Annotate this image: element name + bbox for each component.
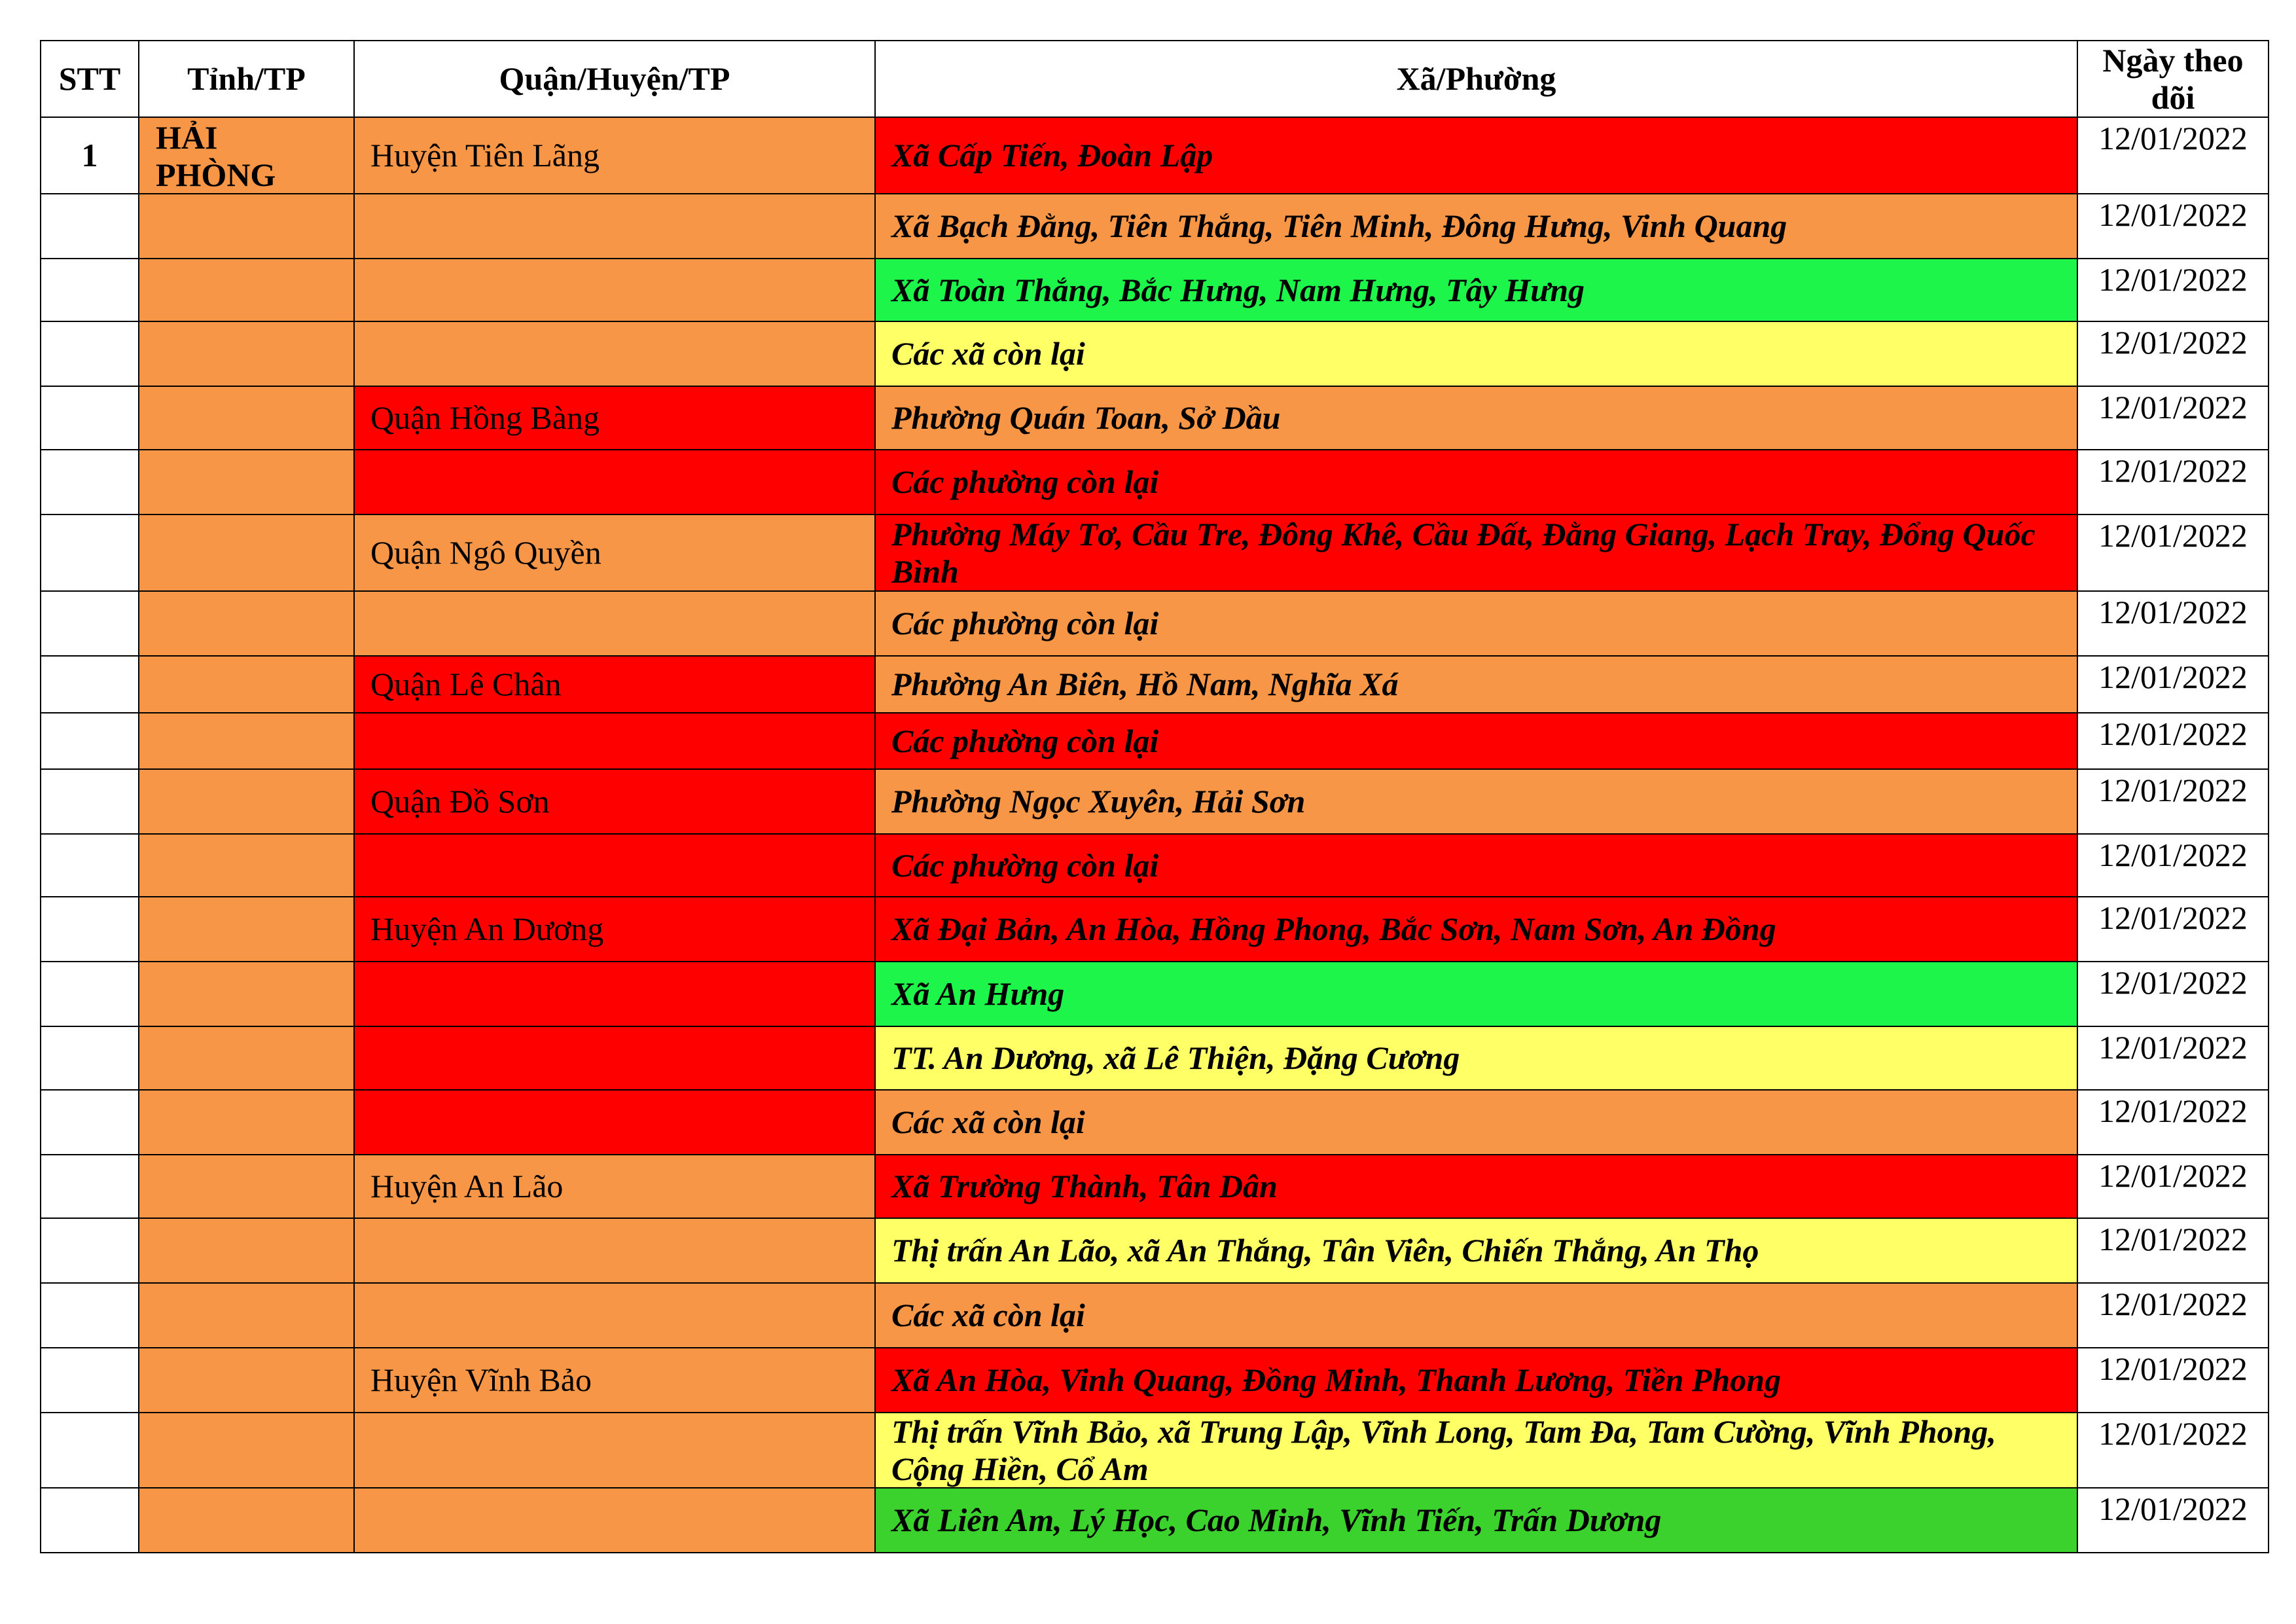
table-row xyxy=(41,259,2269,321)
date-cell: 12/01/2022 xyxy=(2077,1218,2269,1283)
district-cell xyxy=(354,1026,875,1090)
district-cell xyxy=(354,1283,875,1348)
commune-cell: Các xã còn lại xyxy=(875,1090,2077,1155)
commune-cell: Xã Cấp Tiến, Đoàn Lập xyxy=(875,117,2077,194)
date-cell: 12/01/2022 xyxy=(2077,514,2269,591)
table-row xyxy=(41,194,2269,259)
stt-cell xyxy=(41,834,139,897)
date-cell: 12/01/2022 xyxy=(2077,194,2269,259)
commune-cell: Xã Bạch Đằng, Tiên Thắng, Tiên Minh, Đông Hưng, Vinh Quang xyxy=(875,194,2077,259)
commune-cell: Phường Máy Tơ, Cầu Tre, Đông Khê, Cầu Đất, Đằng Giang, Lạch Tray, Đổng Quốc Bình xyxy=(875,514,2077,591)
table-row xyxy=(41,769,2269,834)
table-row xyxy=(41,1283,2269,1348)
commune-cell: Xã Trường Thành, Tân Dân xyxy=(875,1155,2077,1218)
date-cell: 12/01/2022 xyxy=(2077,769,2269,834)
district-cell xyxy=(354,591,875,656)
commune-cell: Phường An Biên, Hồ Nam, Nghĩa Xá xyxy=(875,656,2077,713)
table-row xyxy=(41,591,2269,656)
province-cell xyxy=(139,1413,354,1488)
date-cell: 12/01/2022 xyxy=(2077,1155,2269,1218)
district-cell xyxy=(354,1090,875,1155)
table-row xyxy=(41,1090,2269,1155)
table-row xyxy=(41,1026,2269,1090)
table-row xyxy=(41,514,2269,591)
stt-cell xyxy=(41,450,139,514)
commune-cell: Thị trấn Vĩnh Bảo, xã Trung Lập, Vĩnh Long, Tam Đa, Tam Cường, Vĩnh Phong, Cộng Hiền, Cổ Am xyxy=(875,1413,2077,1488)
date-cell: 12/01/2022 xyxy=(2077,1348,2269,1413)
province-cell xyxy=(139,514,354,591)
date-cell: 12/01/2022 xyxy=(2077,259,2269,321)
commune-cell: Các phường còn lại xyxy=(875,450,2077,514)
stt-cell xyxy=(41,1218,139,1283)
date-cell: 12/01/2022 xyxy=(2077,1026,2269,1090)
stt-cell xyxy=(41,962,139,1026)
date-cell: 12/01/2022 xyxy=(2077,713,2269,769)
header-date: Ngày theo dõi xyxy=(2077,41,2269,117)
table-row xyxy=(41,1413,2269,1488)
stt-cell xyxy=(41,1090,139,1155)
district-cell xyxy=(354,1413,875,1488)
header-commune: Xã/Phường xyxy=(875,41,2077,117)
stt-cell xyxy=(41,1283,139,1348)
province-cell xyxy=(139,713,354,769)
stt-cell xyxy=(41,321,139,386)
commune-cell: Phường Quán Toan, Sở Dầu xyxy=(875,386,2077,450)
date-cell: 12/01/2022 xyxy=(2077,591,2269,656)
stt-cell xyxy=(41,386,139,450)
district-cell: Huyện An Lão xyxy=(354,1155,875,1218)
table-row xyxy=(41,450,2269,514)
date-cell: 12/01/2022 xyxy=(2077,962,2269,1026)
date-cell: 12/01/2022 xyxy=(2077,1413,2269,1488)
commune-cell: Xã Toàn Thắng, Bắc Hưng, Nam Hưng, Tây Hưng xyxy=(875,259,2077,321)
district-cell: Quận Hồng Bàng xyxy=(354,386,875,450)
header-district: Quận/Huyện/TP xyxy=(354,41,875,117)
table-row xyxy=(41,1155,2269,1218)
table-row xyxy=(41,117,2269,194)
district-cell xyxy=(354,259,875,321)
stt-cell xyxy=(41,897,139,962)
header-province: Tỉnh/TP xyxy=(139,41,354,117)
date-cell: 12/01/2022 xyxy=(2077,386,2269,450)
province-cell xyxy=(139,1348,354,1413)
district-cell xyxy=(354,194,875,259)
province-cell xyxy=(139,1026,354,1090)
stt-cell xyxy=(41,259,139,321)
commune-cell: Các xã còn lại xyxy=(875,1283,2077,1348)
stt-cell xyxy=(41,769,139,834)
district-cell xyxy=(354,962,875,1026)
table-header xyxy=(41,41,2269,117)
date-cell: 12/01/2022 xyxy=(2077,834,2269,897)
date-cell: 12/01/2022 xyxy=(2077,1090,2269,1155)
data-table xyxy=(40,40,2269,1553)
district-cell xyxy=(354,834,875,897)
district-cell xyxy=(354,321,875,386)
date-cell: 12/01/2022 xyxy=(2077,450,2269,514)
table-row xyxy=(41,656,2269,713)
table-row xyxy=(41,1218,2269,1283)
commune-cell: Xã An Hưng xyxy=(875,962,2077,1026)
district-cell: Quận Đồ Sơn xyxy=(354,769,875,834)
commune-cell: Các xã còn lại xyxy=(875,321,2077,386)
commune-cell: Thị trấn An Lão, xã An Thắng, Tân Viên, Chiến Thắng, An Thọ xyxy=(875,1218,2077,1283)
table-row xyxy=(41,1348,2269,1413)
stt-cell xyxy=(41,1026,139,1090)
province-cell xyxy=(139,1090,354,1155)
province-cell xyxy=(139,656,354,713)
province-cell xyxy=(139,450,354,514)
date-cell: 12/01/2022 xyxy=(2077,1488,2269,1553)
commune-cell: Các phường còn lại xyxy=(875,834,2077,897)
stt-cell xyxy=(41,591,139,656)
province-cell xyxy=(139,1155,354,1218)
commune-cell: Xã An Hòa, Vinh Quang, Đồng Minh, Thanh Lương, Tiền Phong xyxy=(875,1348,2077,1413)
table-row xyxy=(41,1488,2269,1553)
commune-cell: Phường Ngọc Xuyên, Hải Sơn xyxy=(875,769,2077,834)
table-row xyxy=(41,713,2269,769)
district-cell: Huyện An Dương xyxy=(354,897,875,962)
commune-cell: Xã Đại Bản, An Hòa, Hồng Phong, Bắc Sơn, Nam Sơn, An Đồng xyxy=(875,897,2077,962)
district-cell xyxy=(354,450,875,514)
table-body xyxy=(41,117,2269,1553)
district-cell: Quận Lê Chân xyxy=(354,656,875,713)
stt-cell xyxy=(41,656,139,713)
table-row xyxy=(41,897,2269,962)
province-cell xyxy=(139,1218,354,1283)
province-cell xyxy=(139,769,354,834)
stt-cell xyxy=(41,1155,139,1218)
date-cell: 12/01/2022 xyxy=(2077,321,2269,386)
province-cell xyxy=(139,962,354,1026)
table-row xyxy=(41,386,2269,450)
district-cell xyxy=(354,1488,875,1553)
stt-cell: 1 xyxy=(41,117,139,194)
district-cell: Quận Ngô Quyền xyxy=(354,514,875,591)
header-stt: STT xyxy=(41,41,139,117)
commune-cell: Các phường còn lại xyxy=(875,591,2077,656)
province-cell xyxy=(139,1488,354,1553)
date-cell: 12/01/2022 xyxy=(2077,656,2269,713)
province-cell xyxy=(139,591,354,656)
province-cell xyxy=(139,897,354,962)
commune-cell: TT. An Dương, xã Lê Thiện, Đặng Cương xyxy=(875,1026,2077,1090)
table-row xyxy=(41,834,2269,897)
district-cell: Huyện Vĩnh Bảo xyxy=(354,1348,875,1413)
stt-cell xyxy=(41,194,139,259)
stt-cell xyxy=(41,514,139,591)
province-cell xyxy=(139,1283,354,1348)
stt-cell xyxy=(41,713,139,769)
date-cell: 12/01/2022 xyxy=(2077,117,2269,194)
stt-cell xyxy=(41,1488,139,1553)
stt-cell xyxy=(41,1413,139,1488)
header-row xyxy=(41,41,2269,117)
commune-cell: Xã Liên Am, Lý Học, Cao Minh, Vĩnh Tiến, Trấn Dương xyxy=(875,1488,2077,1553)
date-cell: 12/01/2022 xyxy=(2077,897,2269,962)
district-cell: Huyện Tiên Lãng xyxy=(354,117,875,194)
commune-cell: Các phường còn lại xyxy=(875,713,2077,769)
stt-cell xyxy=(41,1348,139,1413)
table-row xyxy=(41,321,2269,386)
province-cell xyxy=(139,386,354,450)
district-cell xyxy=(354,713,875,769)
province-cell xyxy=(139,834,354,897)
province-cell xyxy=(139,194,354,259)
table-row xyxy=(41,962,2269,1026)
province-cell: HẢI PHÒNG xyxy=(139,117,354,194)
district-cell xyxy=(354,1218,875,1283)
province-cell xyxy=(139,321,354,386)
date-cell: 12/01/2022 xyxy=(2077,1283,2269,1348)
province-cell xyxy=(139,259,354,321)
